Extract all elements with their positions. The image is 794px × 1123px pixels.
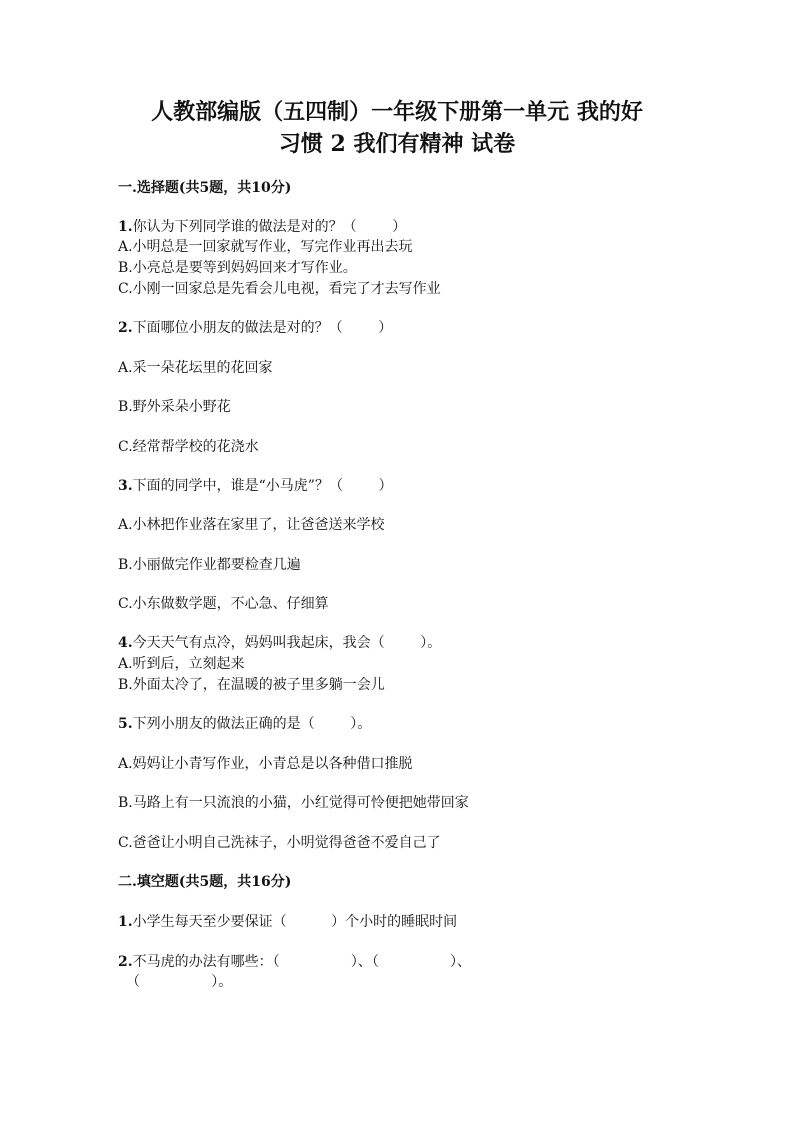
- question-text: 你认为下列同学谁的做法是对的？（ ）: [132, 219, 407, 235]
- question-5-stem: [118, 715, 371, 733]
- question-1-option-c: C.小刚一回家总是先看会儿电视，看完了才去写作业: [118, 281, 441, 297]
- question-number: 5.: [118, 716, 133, 732]
- question-4-option-a: A.听到后，立刻起来: [118, 656, 245, 672]
- question-text: 下列小朋友的做法正确的是（ ）。: [132, 716, 372, 732]
- question-5-option-a: A.妈妈让小青写作业，小青总是以各种借口推脱: [118, 756, 413, 772]
- question-2-option-a: A.采一朵花坛里的花回家: [118, 360, 273, 376]
- question-1-option-b: B.小亮总是要等到妈妈回来才写作业。: [118, 260, 357, 276]
- question-3-option-a: A.小林把作业落在家里了，让爸爸送来学校: [118, 517, 385, 533]
- question-4-option-b: B.外面太冷了，在温暖的被子里多躺一会儿: [118, 677, 385, 693]
- question-1-stem: [118, 218, 406, 236]
- question-2-stem: [118, 319, 392, 337]
- question-1-option-a: A.小明总是一回家就写作业，写完作业再出去玩: [118, 239, 413, 255]
- fill-question-2: [118, 953, 471, 971]
- section-heading-choice: 一.选择题(共5题，共10分): [118, 180, 292, 196]
- question-number: 4.: [118, 635, 133, 651]
- question-number: 3.: [118, 478, 133, 494]
- question-2-option-b: B.野外采朵小野花: [118, 399, 231, 415]
- question-2-option-c: C.经常帮学校的花浇水: [118, 439, 259, 455]
- question-text: 今天天气有点冷，妈妈叫我起床，我会（ ）。: [132, 635, 442, 651]
- page-title-line-1: 人教部编版（五四制）一年级下册第一单元 我的好: [151, 99, 643, 125]
- question-text: 下面的同学中，谁是“小马虎”？（ ）: [132, 478, 393, 494]
- question-number: 1.: [118, 914, 133, 930]
- question-3-stem: [118, 477, 393, 495]
- question-text: 下面哪位小朋友的做法是对的？（ ）: [132, 320, 393, 336]
- question-text: 小学生每天至少要保证（ ）个小时的睡眠时间: [132, 914, 458, 930]
- question-5-option-b: B.马路上有一只流浪的小猫，小红觉得可怜便把她带回家: [118, 795, 469, 811]
- question-number: 2.: [118, 954, 133, 970]
- section-heading-fill-in: 二.填空题(共5题，共16分): [118, 874, 292, 890]
- question-number: 1.: [118, 219, 133, 235]
- page-title-line-2: 习惯 2 我们有精神 试卷: [278, 131, 516, 157]
- question-5-option-c: C.爸爸让小明自己洗袜子，小明觉得爸爸不爱自己了: [118, 835, 441, 851]
- question-4-stem: [118, 634, 441, 652]
- fill-question-1: [118, 913, 457, 931]
- question-3-option-b: B.小丽做完作业都要检查几遍: [118, 557, 301, 573]
- fill-question-2-continuation: （ ）。: [126, 974, 233, 990]
- question-text: 不马虎的办法有哪些：（ ）、（ ）、: [132, 954, 472, 970]
- question-3-option-c: C.小东做数学题，不心急、仔细算: [118, 596, 329, 612]
- question-number: 2.: [118, 320, 133, 336]
